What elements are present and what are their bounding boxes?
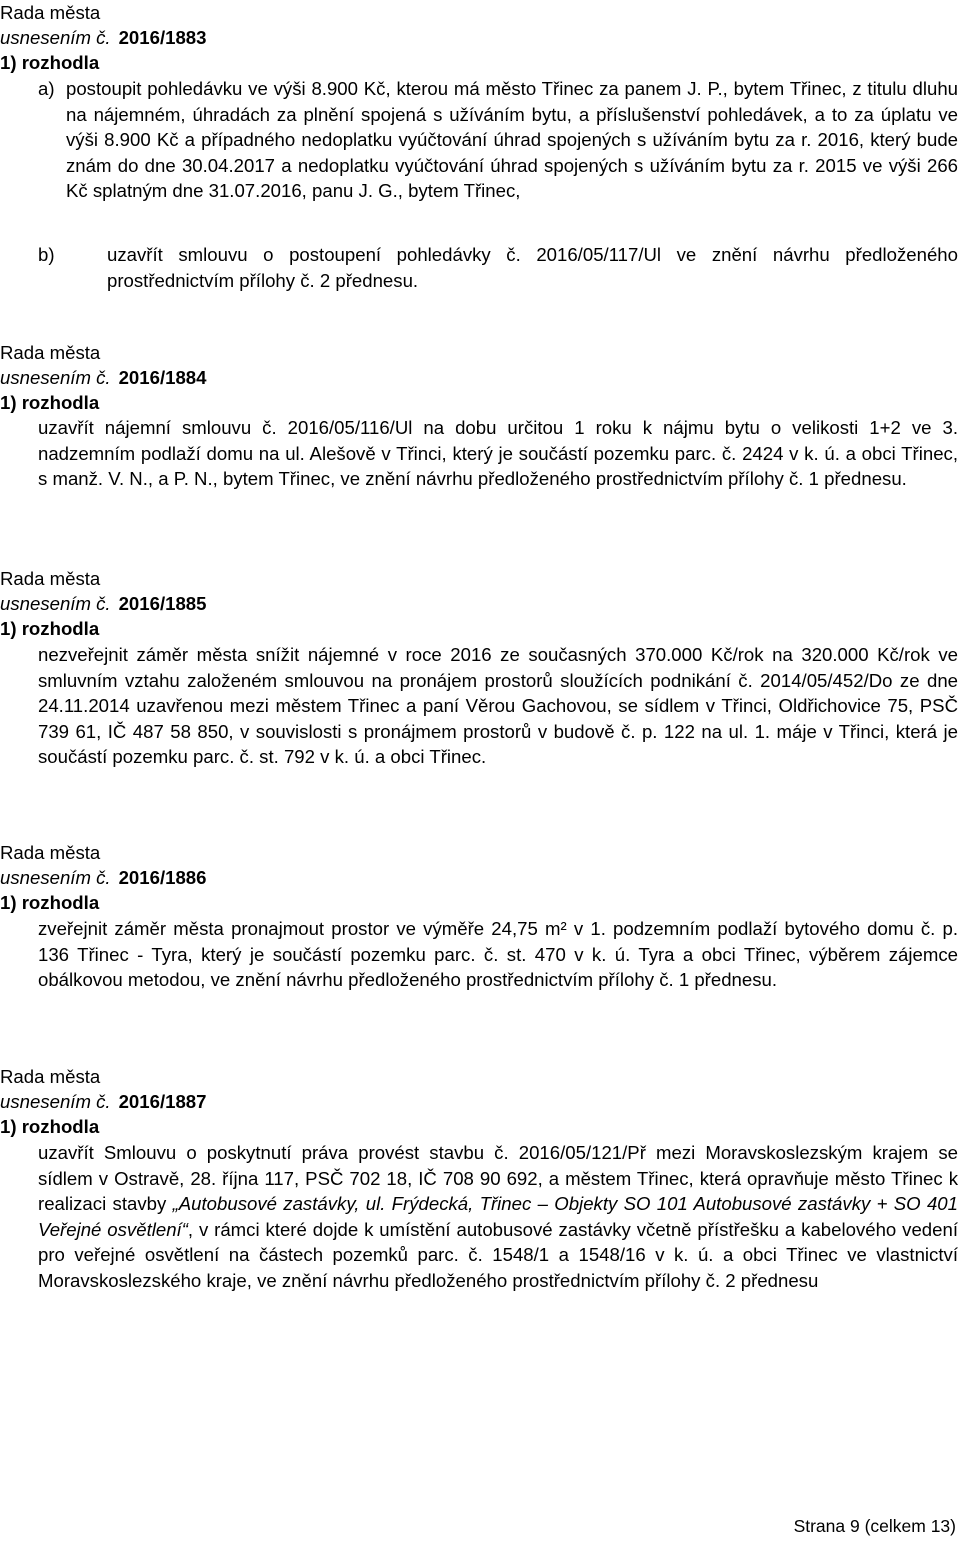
resolution-header-1886 bbox=[0, 840, 960, 915]
council-label: Rada města bbox=[0, 1066, 101, 1087]
resolution-text-1885: nezveřejnit záměr města snížit nájemné v roce 2016 ze současných 370.000 Kč/rok na 320.000 Kč/rok ve smluvním vztahu založeném smlouvou na pronájem prostorů sloužících podnikání č. 2014/05/452/Do ze dne 24.11.2014 uzavřenou mezi městem Třinec a paní Věrou Gachovou, se sídlem v Třinci, Oldřichovice 75, PSČ 739 61, IČ 487 58 850, v souvislosti s pronájmem prostorů v budově č. p. 122 na ul. 1. máje v Třinci, která je součástí pozemku parc. č. st. 792 v k. ú. a obci Třinec. bbox=[38, 644, 958, 767]
resolution-label: usnesením č. 2016/1884 bbox=[0, 367, 207, 388]
decision-label: 1) rozhodla bbox=[0, 52, 100, 73]
resolution-text-1884: uzavřít nájemní smlouvu č. 2016/05/116/Ul na dobu určitou 1 roku k nájmu bytu o velikosti 1+2 ve 3. nadzemním podlaží domu na ul. Alešově v Třinci, který je součástí pozemku parc. č. 2424 v k. ú. a obci Třinec, s manž. V. N., a P. N., bytem Třinec, ve znění návrhu předloženého prostřednictvím přílohy č. 1 přednesu. bbox=[38, 417, 958, 489]
decision-label: 1) rozhodla bbox=[0, 392, 100, 413]
project-name: „Autobusové zastávky, ul. Frýdecká, Třinec – Objekty SO 101 Autobusové zastávky + SO 401 Veřejné osvětlení“ bbox=[38, 1193, 958, 1240]
resolution-header-1883 bbox=[0, 0, 960, 75]
resolution-header-1885 bbox=[0, 566, 960, 641]
resolution-item-b bbox=[38, 242, 958, 293]
resolution-text-1887 bbox=[38, 1140, 958, 1293]
item-text: postoupit pohledávku ve výši 8.900 Kč, kterou má město Třinec za panem J. P., bytem Třinec, z titulu dluhu na nájemném, úhradách za plnění spojená s užíváním bytu, a příslušenství pohledávek, a to za úplatu ve výši 8.900 Kč a případného nedoplatku vyúčtování úhrad spojených s užíváním bytu za r. 2016, který bude znám do dne 30.04.2017 a nedoplatku vyúčtování úhrad spojených s užíváním bytu za r. 2015 ve výši 266 Kč splatným dne 31.07.2016, panu J. G., bytem Třinec, bbox=[66, 78, 958, 201]
resolution-label: usnesením č. 2016/1887 bbox=[0, 1091, 207, 1112]
text-part: uzavřít Smlouvu o poskytnutí práva provést stavbu č. 2016/05/121/Př mezi Moravskoslezským krajem se sídlem v Ostravě, 28. října 117, PSČ 702 18, IČ 708 90 692, a městem Třinec, která opravňuje město Třinec k realizaci stavby bbox=[38, 1142, 958, 1214]
page-number: Strana 9 (celkem 13) bbox=[793, 1516, 956, 1536]
decision-label: 1) rozhodla bbox=[0, 892, 100, 913]
resolution-label: usnesením č. 2016/1885 bbox=[0, 593, 207, 614]
resolution-number: 2016/1884 bbox=[118, 367, 207, 388]
item-marker: b) bbox=[38, 244, 55, 265]
resolution-number: 2016/1886 bbox=[118, 867, 207, 888]
council-label: Rada města bbox=[0, 2, 101, 23]
resolution-text-1886: zveřejnit záměr města pronajmout prostor ve výměře 24,75 m² v 1. podzemním podlaží bytového domu č. p. 136 Třinec - Tyra, který je součástí pozemku parc. č. st. 470 v k. ú. Tyra a obci Třinec, výběrem zájemce obálkovou metodou, ve znění návrhu předloženého prostřednictvím přílohy č. 1 přednesu. bbox=[38, 918, 958, 990]
resolution-number: 2016/1883 bbox=[118, 27, 207, 48]
council-label: Rada města bbox=[0, 842, 101, 863]
resolution-label: usnesením č. 2016/1886 bbox=[0, 867, 207, 888]
decision-label: 1) rozhodla bbox=[0, 1116, 100, 1137]
item-marker: a) bbox=[38, 78, 55, 99]
resolution-header-1884 bbox=[0, 340, 960, 415]
council-label: Rada města bbox=[0, 342, 101, 363]
resolution-item-a bbox=[38, 76, 958, 204]
resolution-label: usnesením č. 2016/1883 bbox=[0, 27, 207, 48]
resolution-header-1887 bbox=[0, 1064, 960, 1139]
resolution-number: 2016/1887 bbox=[118, 1091, 207, 1112]
decision-label: 1) rozhodla bbox=[0, 618, 100, 639]
council-label: Rada města bbox=[0, 568, 101, 589]
resolution-number: 2016/1885 bbox=[118, 593, 207, 614]
text-part: , v rámci které dojde k umístění autobusové zastávky včetně přístřešku a kabelového vedení pro veřejné osvětlení na částech pozemků parc. č. 1548/1 a 1548/16 v k. ú. a obci Třinec ve vlastnictví Moravskoslezského kraje, ve znění návrhu předloženého prostřednictvím přílohy č. 2 přednesu bbox=[38, 1218, 958, 1291]
item-text: uzavřít smlouvu o postoupení pohledávky č. 2016/05/117/Ul ve znění návrhu předloženého prostřednictvím přílohy č. 2 přednesu. bbox=[107, 244, 958, 291]
